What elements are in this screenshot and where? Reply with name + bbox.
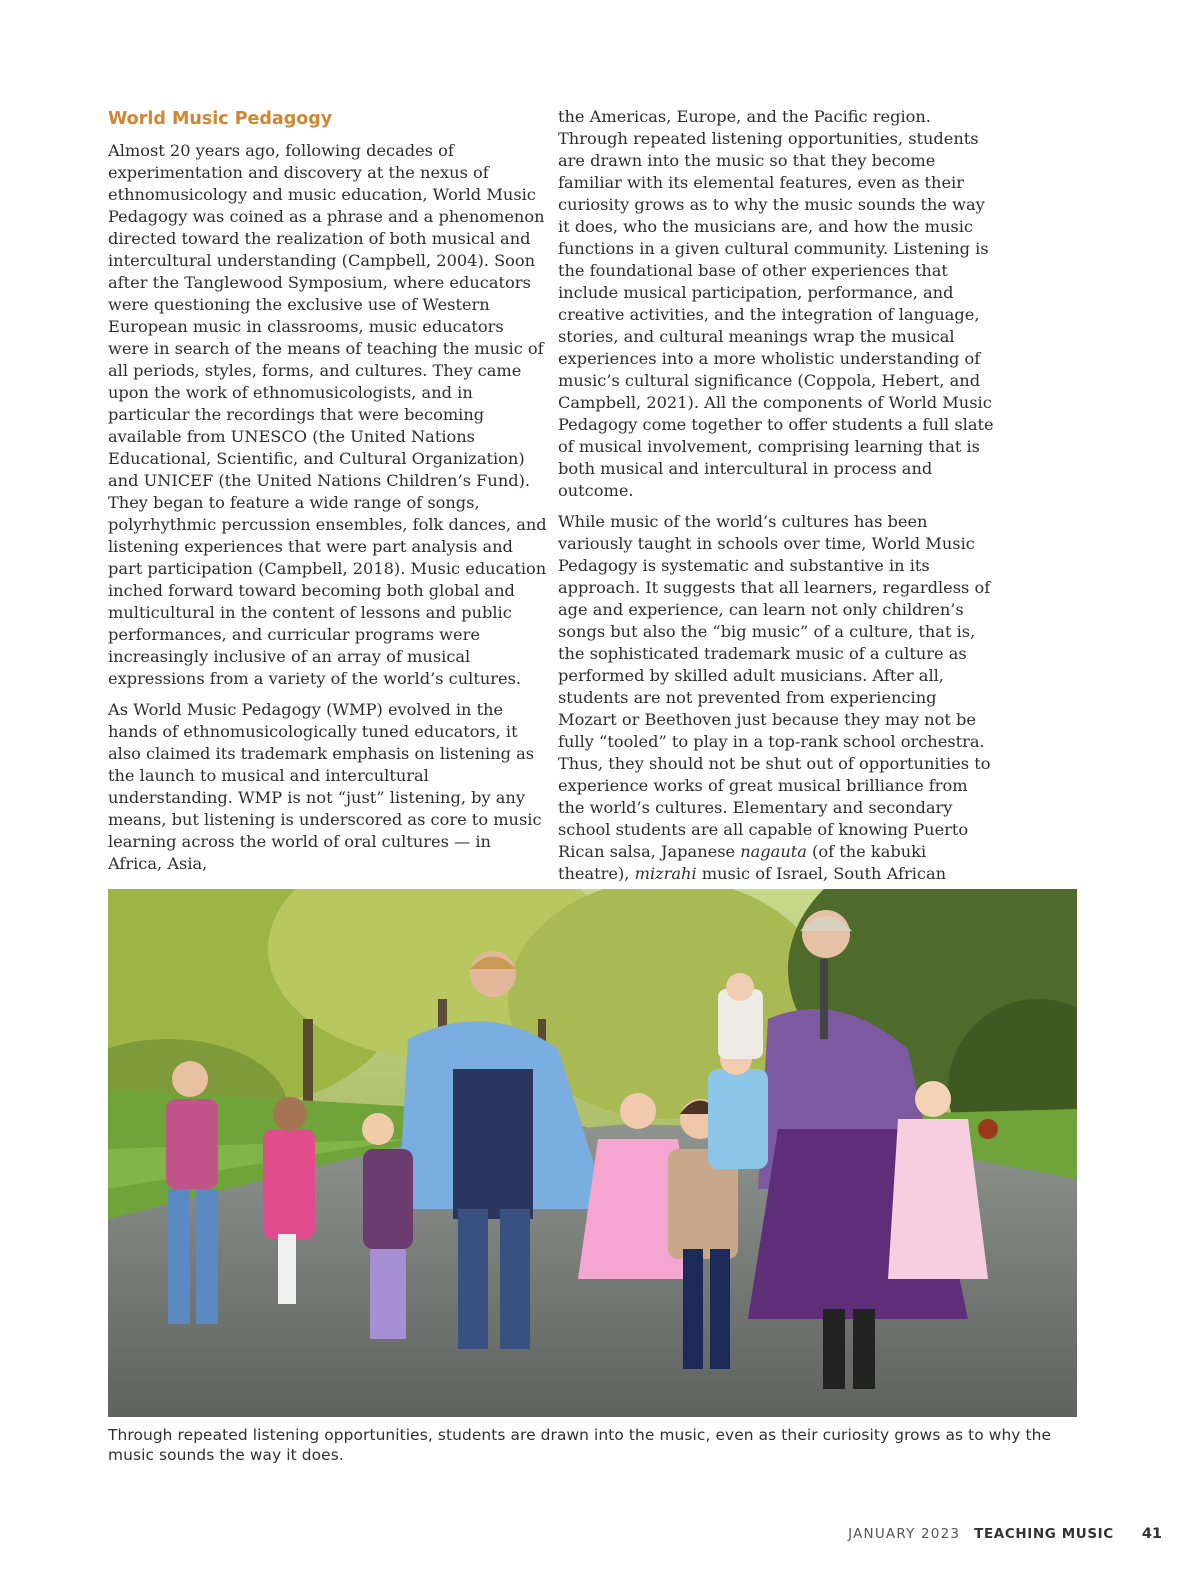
right-column: [558, 106, 998, 916]
italic-term: nagauta: [740, 842, 807, 861]
text-run: While music of the world’s cultures has been variously taught in schools over time, World Music Pedagogy is systematic and substantive in its approach. It suggests that all learners, regardless of age and experience, can learn not only children’s songs but also the “big music” of a culture, that is, the sophisticated trademark music of a culture as performed by skilled adult musicians. After all, students are not prevented from experiencing Mozart or Beethoven just because they may not be fully “tooled” to play in a top-rank school orchestra. Thus, they should not be shut out of opportunities to experience works of great musical brilliance from the world’s cultures. Elementary and secondary school students are all capable of knowing Puerto Rican salsa, Japanese: [558, 512, 991, 861]
section-heading: World Music Pedagogy: [108, 109, 333, 129]
body-paragraph: [558, 511, 998, 907]
photo-illustration: [108, 889, 1077, 1417]
page-footer: [848, 1526, 1162, 1542]
text-run: (of the kabuki theatre),: [558, 842, 927, 883]
article-photo: [108, 889, 1077, 1417]
issue-date: JANUARY 2023: [848, 1526, 961, 1542]
body-paragraph: the Americas, Europe, and the Pacific region. Through repeated listening opportunities, students are drawn into the music so that they become familiar with its elemental features, even as their curiosity grows as to why the music sounds the way it does, who the musicians are, and how the music functions in a given cultural community. Listening is the foundational base of other experiences that include musical participation, performance, and creative activities, and the integration of language, stories, and cultural meanings wrap the musical experiences into a more wholistic understanding of music’s cultural significance (Coppola, Hebert, and Campbell, 2021). All the components of World Music Pedagogy come together to offer students a full slate of musical involvement, comprising learning that is both musical and intercultural in process and outcome.: [558, 107, 994, 500]
body-paragraph: As World Music Pedagogy (WMP) evolved in the hands of ethnomusicologically tuned educators, it also claimed its trademark emphasis on listening as the launch to musical and intercultural understanding. WMP is not “just” listening, by any means, but listening is underscored as core to music learning across the world of oral cultures — in Africa, Asia,: [108, 700, 542, 873]
left-column: [108, 106, 548, 884]
italic-term: mizrahi: [634, 864, 697, 883]
page-number: 41: [1141, 1526, 1162, 1542]
body-paragraph: Almost 20 years ago, following decades of experimentation and discovery at the nexus of ethnomusicology and music education, World Music Pedagogy was coined as a phrase and a phenomenon directed toward the realization of both musical and intercultural understanding (Campbell, 2004). Soon after the Tanglewood Symposium, where educators were questioning the exclusive use of Western European music in classrooms, music educators were in search of the means of teaching the music of all periods, styles, forms, and cultures. They came upon the work of ethnomusicologists, and in particular the recordings that were becoming available from UNESCO (the United Nations Educational, Scientific, and Cultural Organization) and UNICEF (the United Nations Children’s Fund). They began to feature a wide range of songs, polyrhythmic percussion ensembles, folk dances, and listening experiences that were part analysis and part participation (Campbell, 2018). Music education inched forward toward becoming both global and multicultural in the content of lessons and public performances, and curricular programs were increasingly inclusive of an array of musical expressions from a variety of the world’s cultures.: [108, 141, 547, 688]
magazine-title: TEACHING MUSIC: [974, 1526, 1114, 1542]
text-run: music of Israel, South African: [696, 864, 947, 883]
photo-caption: Through repeated listening opportunities, students are drawn into the music, even as their curiosity grows as to why the music sounds the way it does.: [108, 1426, 1052, 1464]
